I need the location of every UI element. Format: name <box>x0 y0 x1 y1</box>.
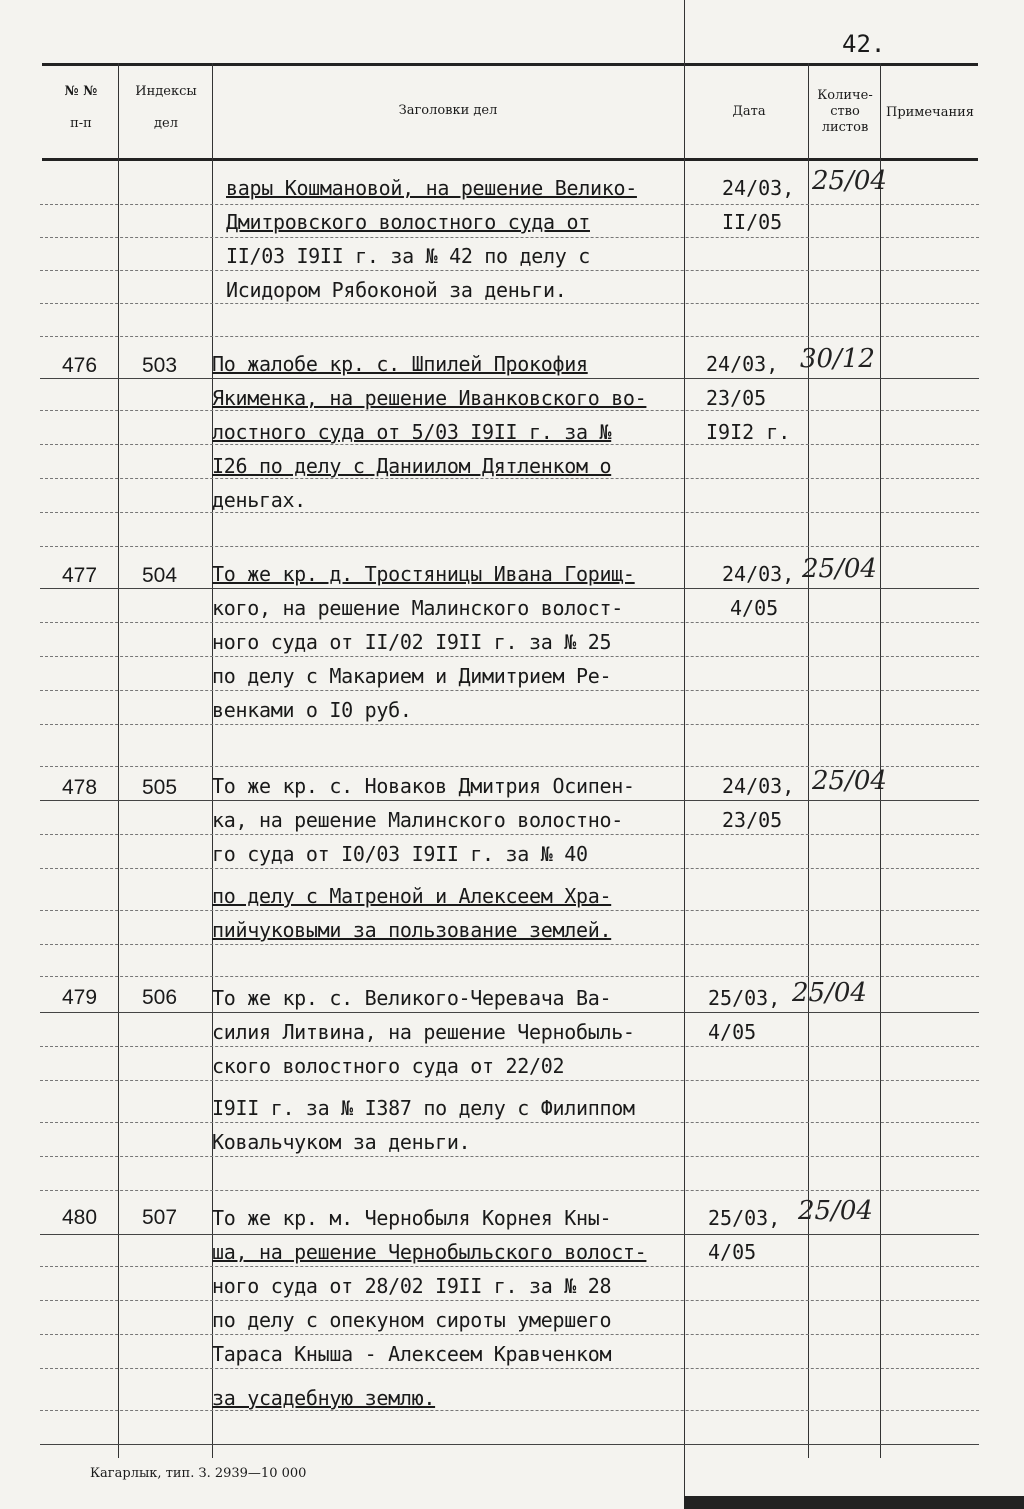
entry-date: 4/05 <box>708 1240 757 1264</box>
ruled-line <box>40 546 979 547</box>
entry-text-line: го суда от I0/03 I9II г. за № 40 <box>212 842 588 866</box>
entry-date: 24/03, <box>722 562 795 586</box>
entry-date: 23/05 <box>706 386 767 410</box>
ruled-line <box>40 1190 979 1191</box>
entry-date: 24/03, <box>706 352 779 376</box>
ruled-line <box>40 303 979 304</box>
header-num-bottom: п-п <box>70 116 92 131</box>
entry-date: II/05 <box>722 210 783 234</box>
header-notes: Примечания <box>885 105 974 120</box>
entry-text-line: То же кр. м. Чернобыля Корнея Кны- <box>212 1206 612 1230</box>
ruled-line <box>40 336 979 337</box>
entry-text-line: деньгах. <box>212 488 306 512</box>
ruled-line <box>40 478 979 479</box>
entry-text-line: По жалобе кр. с. Шпилей Прокофия <box>212 352 588 376</box>
entry-sheets: 25/04 <box>812 766 887 796</box>
entry-text-line: То же кр. с. Новаков Дмитрия Осипен- <box>212 774 635 798</box>
entry-index: 507 <box>142 1206 178 1229</box>
entry-text-line: по делу с Матреной и Алексеем Хра- <box>212 884 612 908</box>
entry-date: 23/05 <box>722 808 783 832</box>
ruled-line <box>40 1234 979 1235</box>
entry-index: 504 <box>142 564 178 587</box>
ruled-line <box>40 1156 979 1157</box>
entry-date: 24/03, <box>722 176 795 200</box>
ruled-line <box>40 1122 979 1123</box>
header-top-rule <box>42 63 978 66</box>
ruled-line <box>40 656 979 657</box>
ruled-line <box>40 1410 979 1411</box>
entry-text-line: II/03 I9II г. за № 42 по делу с <box>226 244 590 268</box>
header-title: Заголовки дел <box>398 103 498 118</box>
entry-text-line: То же кр. с. Великого-Черевача Ва- <box>212 986 612 1010</box>
entry-date: 4/05 <box>708 1020 757 1044</box>
header-date: Дата <box>732 104 766 119</box>
entry-date: 25/03, <box>708 1206 781 1230</box>
entry-sheets: 30/12 <box>800 344 875 374</box>
header-index <box>118 84 214 132</box>
entry-text-line: силия Литвина, на решение Чернобыль- <box>212 1020 635 1044</box>
ruled-line <box>40 410 979 411</box>
ruled-line <box>40 270 979 271</box>
ruled-line <box>40 910 979 911</box>
entry-text-line: Якименка, на решение Иванковского во- <box>212 386 647 410</box>
entry-text-line: I9II г. за № I387 по делу с Филиппом <box>212 1096 635 1120</box>
entry-number: 477 <box>62 564 98 587</box>
entry-index: 503 <box>142 354 178 377</box>
page-number: 42. <box>842 30 886 58</box>
entry-text-line: ного суда от 28/02 I9II г. за № 28 <box>212 1274 612 1298</box>
entry-number: 478 <box>62 776 98 799</box>
ruled-line <box>40 1012 979 1013</box>
header-num <box>44 84 118 132</box>
header-num-top: № № <box>64 84 98 99</box>
entry-number: 476 <box>62 354 98 377</box>
col-divider <box>684 0 685 1509</box>
entry-index: 506 <box>142 986 178 1009</box>
header-bottom-rule <box>42 158 978 161</box>
ruled-line <box>40 237 979 238</box>
ruled-line <box>40 944 979 945</box>
col-divider <box>118 63 119 1458</box>
entry-text-line: ского волостного суда от 22/02 <box>212 1054 565 1078</box>
entry-sheets: 25/04 <box>792 978 867 1008</box>
entry-date: 24/03, <box>722 774 795 798</box>
entry-index: 505 <box>142 776 178 799</box>
ruled-line <box>40 976 979 977</box>
entry-sheets: 25/04 <box>812 166 887 196</box>
ruled-line <box>40 204 979 205</box>
entry-date: I9I2 г. <box>706 420 791 444</box>
entry-number: 479 <box>62 986 98 1009</box>
entry-date: 25/03, <box>708 986 781 1010</box>
ruled-line <box>40 1266 979 1267</box>
col-divider <box>808 63 809 1458</box>
entry-sheets: 25/04 <box>798 1196 873 1226</box>
ruled-line <box>40 834 979 835</box>
ruled-line <box>40 1300 979 1301</box>
entry-text-line: лостного суда от 5/03 I9II г. за № <box>212 420 612 444</box>
entry-text-line: I26 по делу с Даниилом Дятленком о <box>212 454 612 478</box>
ruled-line <box>40 724 979 725</box>
entry-text-line: Дмитровского волостного суда от <box>226 210 590 234</box>
ruled-line <box>40 512 979 513</box>
ruled-line <box>40 622 979 623</box>
entry-text-line: Тараса Кныша - Алексеем Кравченком <box>212 1342 612 1366</box>
entry-text-line: ка, на решение Малинского волостно- <box>212 808 623 832</box>
ruled-line <box>40 588 979 589</box>
entry-text-line: вары Кошмановой, на решение Велико- <box>226 176 637 200</box>
entry-text-line: ша, на решение Чернобыльского волост- <box>212 1240 647 1264</box>
ruled-line <box>40 378 979 379</box>
entry-text-line: То же кр. д. Тростяницы Ивана Горищ- <box>212 562 635 586</box>
ruled-line <box>40 690 979 691</box>
col-divider <box>880 63 881 1458</box>
entry-text-line: пийчуковыми за пользование землей. <box>212 918 612 942</box>
ruled-line <box>40 1080 979 1081</box>
header-sheets-2: ство <box>830 104 860 119</box>
header-sheets <box>808 88 882 136</box>
entry-text-line: венками о I0 руб. <box>212 698 412 722</box>
entry-sheets: 25/04 <box>802 554 877 584</box>
ruled-line <box>40 1046 979 1047</box>
ruled-line <box>40 800 979 801</box>
header-sheets-3: листов <box>821 120 869 135</box>
entry-text-line: ного суда от II/02 I9II г. за № 25 <box>212 630 612 654</box>
ruled-line <box>40 1444 979 1445</box>
entry-text-line: Ковальчуком за деньги. <box>212 1130 471 1154</box>
entry-text-line: Исидором Рябоконой за деньги. <box>226 278 567 302</box>
scan-bottom-edge <box>684 1496 1024 1509</box>
ruled-line <box>40 1334 979 1335</box>
entry-date: 4/05 <box>730 596 779 620</box>
header-sheets-1: Количе- <box>817 88 873 103</box>
header-index-top: Индексы <box>135 84 197 99</box>
header-index-bottom: дел <box>154 116 178 131</box>
entry-text-line: кого, на решение Малинского волост- <box>212 596 623 620</box>
printer-imprint: Кагарлык, тип. З. 2939—10 000 <box>90 1466 307 1481</box>
ruled-line <box>40 1368 979 1369</box>
ruled-line <box>40 444 979 445</box>
entry-text-line: за усадебную землю. <box>212 1386 436 1410</box>
entry-text-line: по делу с Макарием и Димитрием Ре- <box>212 664 612 688</box>
ruled-line <box>40 868 979 869</box>
entry-number: 480 <box>62 1206 98 1229</box>
entry-text-line: по делу с опекуном сироты умершего <box>212 1308 612 1332</box>
